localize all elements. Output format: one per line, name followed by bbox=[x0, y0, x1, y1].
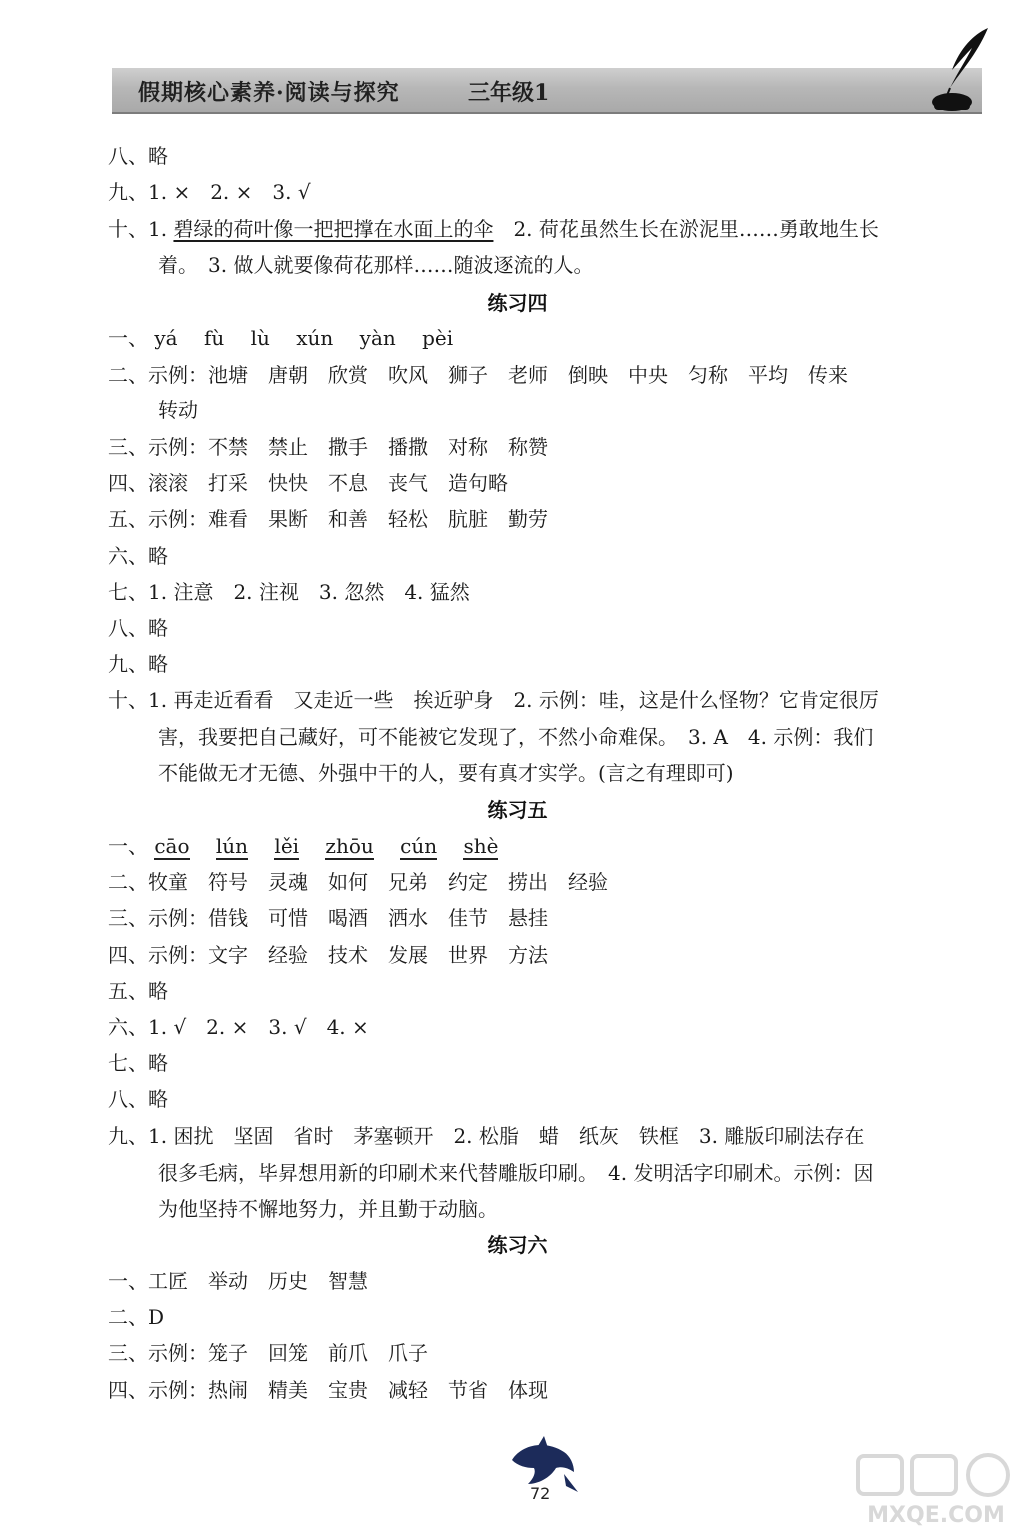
answer-line: 为他坚持不懈地努力，并且勤于动脑。 bbox=[158, 1197, 498, 1221]
grade-label: 三年级1 bbox=[468, 80, 550, 106]
pinyin-item: zhōu bbox=[325, 834, 374, 858]
pinyin-item: lù bbox=[250, 326, 270, 350]
pinyin-line bbox=[108, 828, 1008, 864]
answer-suffix: 2. 荷花虽然生长在淤泥里……勇敢地生长 bbox=[493, 217, 879, 241]
answer-line: 五、示例：难看 果断 和善 轻松 肮脏 勤劳 bbox=[108, 507, 548, 531]
answer-line: 不能做无才无德、外强中干的人，要有真才实学。(言之有理即可) bbox=[158, 761, 734, 785]
pinyin-item: pèi bbox=[422, 326, 454, 350]
svg-text:MXQE.COM: MXQE.COM bbox=[867, 1503, 1005, 1528]
answer-line: 转动 bbox=[158, 398, 198, 422]
answer-line: 四、示例：文字 经验 技术 发展 世界 方法 bbox=[108, 943, 548, 967]
pinyin-item: lěi bbox=[274, 834, 300, 858]
page-number: 72 bbox=[530, 1484, 551, 1503]
answer-line: 六、略 bbox=[108, 544, 168, 568]
answer-line: 九、略 bbox=[108, 652, 168, 676]
pinyin-item: xún bbox=[296, 326, 334, 350]
answer-line: 三、示例：笼子 回笼 前爪 爪子 bbox=[108, 1341, 428, 1365]
answer-line: 七、1. 注意 2. 注视 3. 忽然 4. 猛然 bbox=[108, 580, 470, 604]
answer-line bbox=[108, 211, 1008, 247]
answer-line: 八、略 bbox=[108, 144, 168, 168]
answer-line: 一、工匠 举动 历史 智慧 bbox=[108, 1269, 368, 1293]
answer-prefix: 十、1. bbox=[108, 217, 174, 241]
answer-line: 二、示例：池塘 唐朝 欣赏 吹风 狮子 老师 倒映 中央 匀称 平均 传来 bbox=[108, 363, 848, 387]
pinyin-line bbox=[108, 320, 1008, 356]
answer-line: 二、牧童 符号 灵魂 如何 兄弟 约定 捞出 经验 bbox=[108, 870, 608, 894]
answer-line: 着。 3. 做人就要像荷花那样……随波逐流的人。 bbox=[158, 253, 594, 277]
section-title-practice-5: 练习五 bbox=[487, 798, 548, 822]
answer-line: 四、滚滚 打采 快快 不息 丧气 造句略 bbox=[108, 471, 508, 495]
answer-line: 八、略 bbox=[108, 1087, 168, 1111]
answer-line: 三、示例：借钱 可惜 喝酒 洒水 佳节 悬挂 bbox=[108, 906, 548, 930]
book-title: 假期核心素养·阅读与探究 bbox=[138, 80, 400, 106]
pinyin-item: lún bbox=[215, 834, 249, 858]
underlined-answer: 碧绿的荷叶像一把把撑在水面上的伞 bbox=[173, 217, 494, 241]
answer-line: 害，我要把自己藏好，可不能被它发现了，不然小命难保。 3. A 4. 示例：我们 bbox=[158, 725, 874, 749]
pinyin-item: shè bbox=[463, 834, 499, 858]
answer-line: 三、示例：不禁 禁止 撒手 播撒 对称 称赞 bbox=[108, 435, 548, 459]
answer-prefix: 一、 bbox=[108, 326, 148, 350]
pinyin-item: cāo bbox=[154, 834, 190, 858]
section-title-practice-4: 练习四 bbox=[487, 291, 548, 315]
answer-line: 五、略 bbox=[108, 979, 168, 1003]
answer-line: 九、1. 困扰 坚固 省时 茅塞顿开 2. 松脂 蜡 纸灰 铁框 3. 雕版印刷法存在 bbox=[108, 1124, 865, 1148]
pinyin-item: yàn bbox=[359, 326, 396, 350]
pinyin-item: cún bbox=[400, 834, 438, 858]
answer-line: 十、1. 再走近看看 又走近一些 挨近驴身 2. 示例：哇，这是什么怪物？它肯定很厉 bbox=[108, 688, 879, 712]
answer-line: 七、略 bbox=[108, 1051, 168, 1075]
answer-line: 九、1. × 2. × 3. √ bbox=[108, 180, 311, 204]
pinyin-item: fù bbox=[203, 326, 225, 350]
pinyin-item: yá bbox=[154, 326, 178, 350]
answer-prefix: 一、 bbox=[108, 834, 148, 858]
answer-line: 很多毛病，毕昇想用新的印刷术来代替雕版印刷。 4. 发明活字印刷术。示例：因 bbox=[158, 1161, 874, 1185]
answer-line: 二、D bbox=[108, 1305, 165, 1329]
answer-line: 八、略 bbox=[108, 616, 168, 640]
section-title-practice-6: 练习六 bbox=[487, 1233, 548, 1257]
answer-line: 四、示例：热闹 精美 宝贵 减轻 节省 体现 bbox=[108, 1378, 548, 1402]
answer-line: 六、1. √ 2. × 3. √ 4. × bbox=[108, 1015, 369, 1039]
watermark-logo bbox=[848, 1450, 1028, 1530]
